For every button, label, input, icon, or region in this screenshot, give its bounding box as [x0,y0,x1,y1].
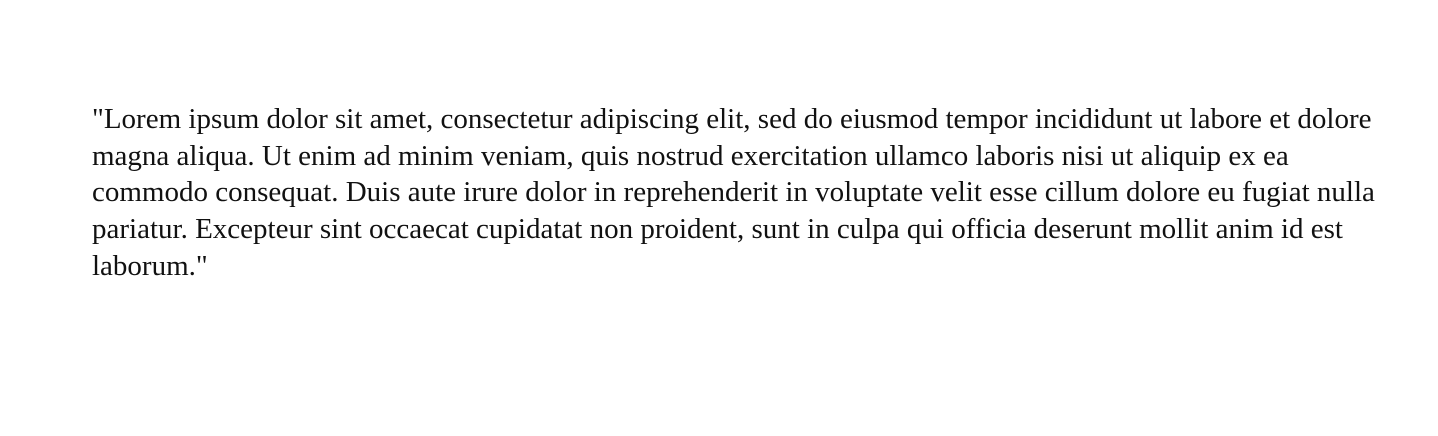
quote-paragraph: "Lorem ipsum dolor sit amet, consectetur adipiscing elit, sed do eiusmod tempor incididunt ut labore et dolore magna aliqua. Ut enim ad minim veniam, quis nostrud exercitation ullamco laboris nisi ut aliquip ex ea commodo consequat. Duis aute irure dolor in reprehenderit in voluptate velit esse cillum dolore eu fugiat nulla pariatur. Excepteur sint occaecat cupidatat non proident, sunt in culpa qui officia deserunt mollit anim id est laborum." [92,103,1375,282]
